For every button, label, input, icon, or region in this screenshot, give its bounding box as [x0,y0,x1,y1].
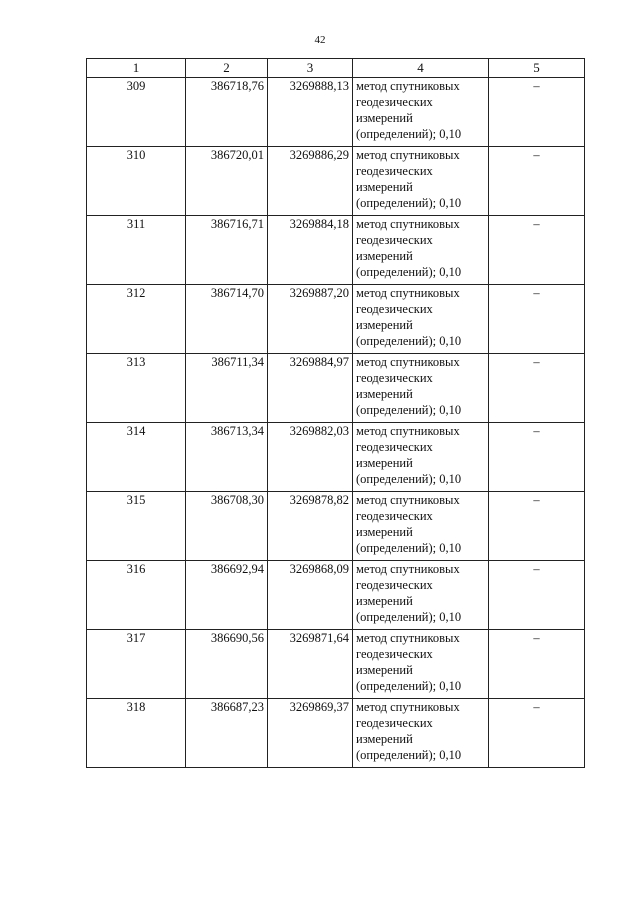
y-coordinate-cell: 3269888,13 [268,78,353,147]
table-row [87,78,585,147]
method-cell: метод спутниковых геодезических измерений (определений); 0,10 [353,147,489,216]
method-cell: метод спутниковых геодезических измерений (определений); 0,10 [353,354,489,423]
y-coordinate-cell: 3269878,82 [268,492,353,561]
column-5-cell: – [489,423,585,492]
page-number: 42 [314,34,326,46]
y-coordinate-cell: 3269882,03 [268,423,353,492]
method-cell: метод спутниковых геодезических измерений (определений); 0,10 [353,423,489,492]
y-coordinate-cell: 3269868,09 [268,561,353,630]
y-coordinate-cell: 3269869,37 [268,699,353,768]
method-cell: метод спутниковых геодезических измерений (определений); 0,10 [353,78,489,147]
column-header-5: 5 [489,59,585,78]
column-5-cell: – [489,492,585,561]
point-number-cell: 311 [87,216,186,285]
y-coordinate-cell: 3269884,97 [268,354,353,423]
coordinates-table [86,58,585,768]
column-header-2: 2 [186,59,268,78]
point-number-cell: 309 [87,78,186,147]
y-coordinate-cell: 3269884,18 [268,216,353,285]
point-number-cell: 313 [87,354,186,423]
method-cell: метод спутниковых геодезических измерений (определений); 0,10 [353,216,489,285]
x-coordinate-cell: 386718,76 [186,78,268,147]
table-row [87,147,585,216]
point-number-cell: 318 [87,699,186,768]
column-header-4: 4 [353,59,489,78]
table-body [87,78,585,768]
y-coordinate-cell: 3269887,20 [268,285,353,354]
table-row [87,285,585,354]
table-row [87,630,585,699]
method-cell: метод спутниковых геодезических измерений (определений); 0,10 [353,561,489,630]
method-cell: метод спутниковых геодезических измерений (определений); 0,10 [353,630,489,699]
point-number-cell: 317 [87,630,186,699]
column-5-cell: – [489,561,585,630]
table-row [87,423,585,492]
column-5-cell: – [489,216,585,285]
column-5-cell: – [489,147,585,216]
method-cell: метод спутниковых геодезических измерений (определений); 0,10 [353,285,489,354]
x-coordinate-cell: 386720,01 [186,147,268,216]
method-cell: метод спутниковых геодезических измерений (определений); 0,10 [353,492,489,561]
table-row [87,216,585,285]
column-5-cell: – [489,699,585,768]
table-row [87,699,585,768]
column-5-cell: – [489,354,585,423]
y-coordinate-cell: 3269886,29 [268,147,353,216]
x-coordinate-cell: 386711,34 [186,354,268,423]
table-header-row [87,59,585,78]
table-row [87,354,585,423]
table-row [87,561,585,630]
x-coordinate-cell: 386716,71 [186,216,268,285]
column-header-1: 1 [87,59,186,78]
point-number-cell: 310 [87,147,186,216]
point-number-cell: 312 [87,285,186,354]
x-coordinate-cell: 386713,34 [186,423,268,492]
column-5-cell: – [489,285,585,354]
x-coordinate-cell: 386687,23 [186,699,268,768]
column-header-3: 3 [268,59,353,78]
point-number-cell: 315 [87,492,186,561]
x-coordinate-cell: 386692,94 [186,561,268,630]
point-number-cell: 316 [87,561,186,630]
method-cell: метод спутниковых геодезических измерений (определений); 0,10 [353,699,489,768]
x-coordinate-cell: 386690,56 [186,630,268,699]
y-coordinate-cell: 3269871,64 [268,630,353,699]
x-coordinate-cell: 386708,30 [186,492,268,561]
table-row [87,492,585,561]
column-5-cell: – [489,630,585,699]
x-coordinate-cell: 386714,70 [186,285,268,354]
point-number-cell: 314 [87,423,186,492]
column-5-cell: – [489,78,585,147]
